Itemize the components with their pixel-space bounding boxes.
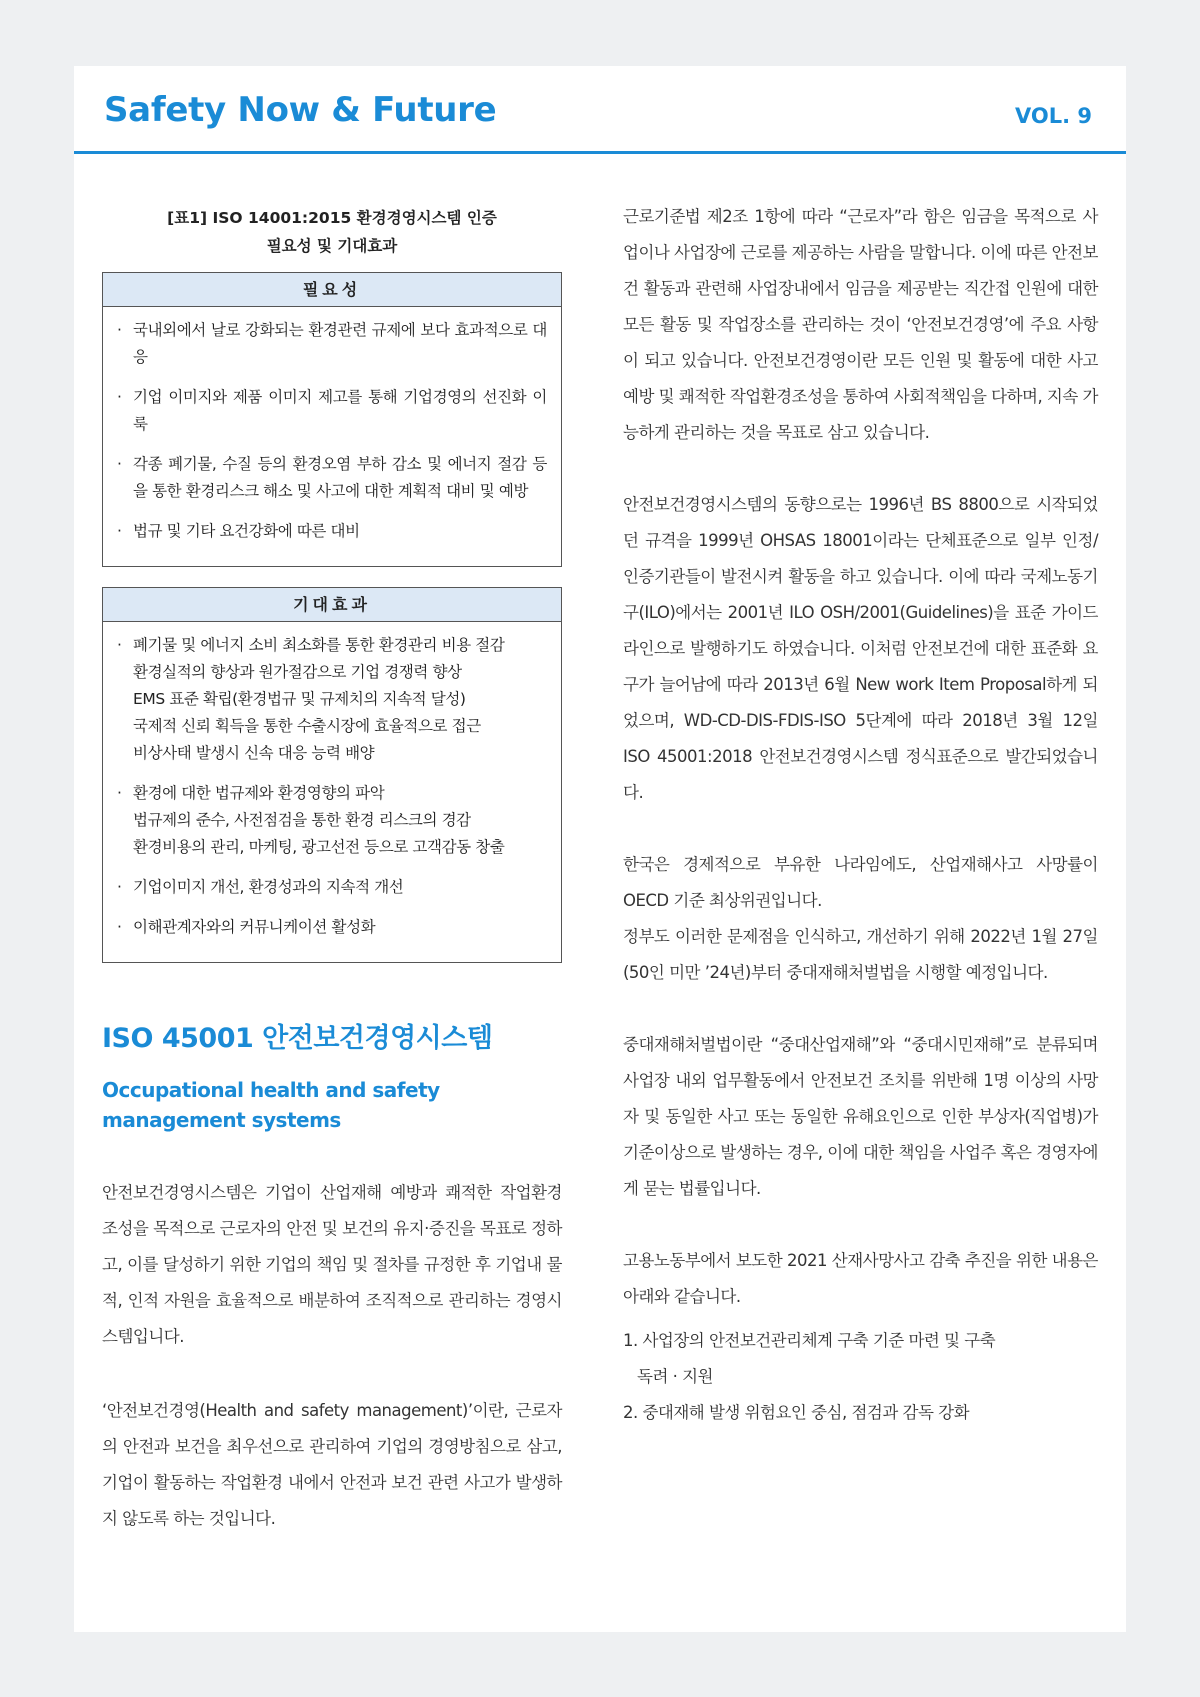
table-caption-line2: 필요성 및 기대효과 (266, 237, 398, 255)
necessity-box (102, 272, 562, 567)
numbered-list-item (623, 1395, 1098, 1431)
effects-line: 환경실적의 향상과 원가절감으로 기업 경쟁력 향상 (133, 663, 462, 681)
necessity-item: · 기업 이미지와 제품 이미지 제고를 통해 기업경영의 선진화 이룩 (117, 384, 547, 438)
effects-item (117, 874, 547, 901)
necessity-item: · 국내외에서 날로 강화되는 환경관련 규제에 보다 효과적으로 대응 (117, 317, 547, 371)
list-item-continuation: 독려 · 지원 (637, 1367, 713, 1386)
page-header (74, 66, 1126, 154)
effects-line: EMS 표준 확립(환경법규 및 규제치의 지속적 달성) (133, 690, 466, 708)
section-subtitle-line2: management systems (102, 1108, 341, 1132)
effects-item (117, 632, 547, 767)
effects-line: · 기업이미지 개선, 환경성과의 지속적 개선 (133, 878, 404, 896)
effects-line: 법규제의 준수, 사전점검을 통한 환경 리스크의 경감 (133, 811, 471, 829)
body-paragraph: 안전보건경영시스템의 동향으로는 1996년 BS 8800으로 시작되었던 규격을 1999년 OHSAS 18001이라는 단체표준으로 일부 인정/인증기관들이 발전시켜 활동을 하고 있습니다. 이에 따라 국제노동기구(ILO)에서는 2001년 ILO OSH/2001(Guidelines)을 표준 가이드라인으로 발행하기도 하였습니다. 이처럼 안전보건에 대한 표준화 요구가 늘어남에 따라 2013년 6월 New work Item Proposal하게 되었으며, WD-CD-DIS-FDIS-ISO 5단계에 따라 2018년 3월 12일 ISO 45001:2018 안전보건경영시스템 정식표준으로 발간되었습니다. (623, 495, 1098, 802)
necessity-item: · 법규 및 기타 요건강화에 따른 대비 (117, 518, 547, 545)
effects-line: 국제적 신뢰 획득을 통한 수출시장에 효율적으로 접근 (133, 717, 481, 735)
effects-box (102, 587, 562, 963)
section-title: ISO 45001 안전보건경영시스템 (102, 1023, 493, 1054)
table-caption (102, 204, 562, 260)
effects-line: · 환경에 대한 법규제와 환경영향의 파악 (133, 784, 385, 802)
necessity-item: · 각종 폐기물, 수질 등의 환경오염 부하 감소 및 에너지 절감 등을 통한 환경리스크 해소 및 사고에 대한 계획적 대비 및 예방 (117, 451, 547, 505)
body-paragraph: 한국은 경제적으로 부유한 나라임에도, 산업재해사고 사망률이 OECD 기준 최상위권입니다. (623, 855, 1098, 910)
effects-item (117, 914, 547, 941)
section-subtitle (102, 1075, 562, 1135)
body-paragraph: 고용노동부에서 보도한 2021 산재사망사고 감축 추진을 위한 내용은 아래와 같습니다. (623, 1251, 1098, 1306)
effects-item (117, 780, 547, 861)
effects-line: 비상사태 발생시 신속 대응 능력 배양 (133, 744, 375, 762)
effects-heading: 기대효과 (103, 588, 561, 622)
body-paragraph: 중대재해처벌법이란 “중대산업재해”와 “중대시민재해”로 분류되며 사업장 내외 업무활동에서 안전보건 조치를 위반해 1명 이상의 사망자 및 동일한 사고 또는 동일한 유해요인으로 인한 부상자(직업병)가 기준이상으로 발생하는 경우, 이에 대한 책임을 사업주 혹은 경영자에게 묻는 법률입니다. (623, 1035, 1098, 1198)
document-page (74, 66, 1126, 1632)
section-subtitle-line1: Occupational health and safety (102, 1078, 440, 1102)
list-item-text: 2. 중대재해 발생 위험요인 중심, 점검과 감독 강화 (623, 1403, 970, 1422)
left-column (102, 204, 562, 1537)
body-paragraph: 안전보건경영시스템은 기업이 산업재해 예방과 쾌적한 작업환경 조성을 목적으로 근로자의 안전 및 보건의 유지·증진을 목표로 정하고, 이를 달성하기 위한 기업의 책임 및 절차를 규정한 후 기업내 물적, 인적 자원을 효율적으로 배분하여 조직적으로 관리하는 경영시스템입니다. (102, 1183, 562, 1346)
right-column (623, 199, 1098, 1431)
magazine-title: Safety Now & Future (104, 90, 497, 130)
effects-list (103, 622, 561, 962)
header-divider (74, 151, 1126, 154)
table-caption-line1: [표1] ISO 14001:2015 환경경영시스템 인증 (167, 209, 497, 227)
numbered-list-item (623, 1323, 1098, 1395)
necessity-list (103, 307, 561, 566)
list-item-text: 1. 사업장의 안전보건관리체계 구축 기준 마련 및 구축 (623, 1331, 996, 1350)
effects-line: · 폐기물 및 에너지 소비 최소화를 통한 환경관리 비용 절감 (133, 636, 505, 654)
body-paragraph: 근로기준법 제2조 1항에 따라 “근로자”라 함은 임금을 목적으로 사업이나 사업장에 근로를 제공하는 사람을 말합니다. 이에 따른 안전보건 활동과 관련해 사업장내에서 임금을 제공받는 직간접 인원에 대한 모든 활동 및 작업장소를 관리하는 것이 ‘안전보건경영’에 주요 사항이 되고 있습니다. 안전보건경영이란 모든 인원 및 활동에 대한 사고예방 및 쾌적한 작업환경조성을 통하여 사회적책임을 다하며, 지속 가능하게 관리하는 것을 목표로 삼고 있습니다. (623, 207, 1098, 442)
effects-line: · 이해관계자와의 커뮤니케이션 활성화 (133, 918, 376, 936)
effects-line: 환경비용의 관리, 마케팅, 광고선전 등으로 고객감동 창출 (133, 838, 505, 856)
body-paragraph: ‘안전보건경영(Health and safety management)’이란, 근로자의 안전과 보건을 최우선으로 관리하여 기업의 경영방침으로 삼고, 기업이 활동하는 작업환경 내에서 안전과 보건 관련 사고가 발생하지 않도록 하는 것입니다. (102, 1401, 562, 1528)
body-paragraph: 정부도 이러한 문제점을 인식하고, 개선하기 위해 2022년 1월 27일(50인 미만 ’24년)부터 중대재해처벌법을 시행할 예정입니다. (623, 927, 1098, 982)
necessity-heading: 필요성 (103, 273, 561, 307)
volume-label: VOL. 9 (1014, 104, 1092, 128)
